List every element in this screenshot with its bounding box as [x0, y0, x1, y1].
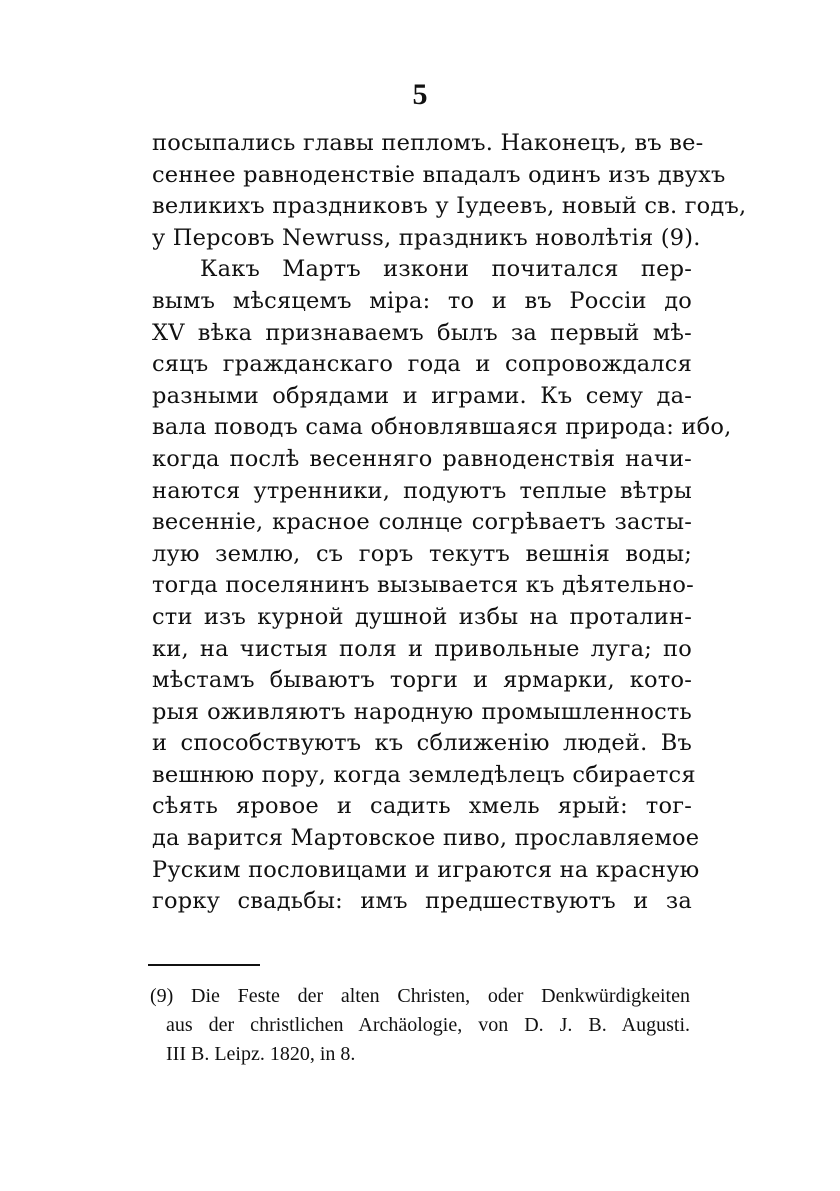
footnote [150, 982, 690, 1069]
footnote-line: aus der christlichen Archäologie, von D. J. B. Augusti. [166, 1014, 690, 1036]
body-text [152, 128, 747, 918]
text-line: у Персовъ Newruss, праздникъ новолѣтія (9). [152, 224, 701, 251]
text-line: горку свадьбы: имъ предшествуютъ и за [152, 888, 692, 915]
text-line: наются утренники, подуютъ теплые вѣтры [152, 477, 692, 504]
text-line: ки, на чистыя поля и привольные луга; по [152, 635, 692, 662]
footnote-divider [148, 964, 260, 966]
text-line: XV вѣка признаваемъ былъ за первый мѣ- [152, 319, 692, 346]
text-line: посыпались главы пепломъ. Наконецъ, въ ве- [152, 130, 704, 156]
text-line: когда послѣ весенняго равноденствія начи- [152, 445, 692, 472]
text-line: тогда поселянинъ вызывается къ дѣятельно- [152, 572, 694, 599]
text-line: и способствуютъ къ сближенію людей. Въ [152, 730, 692, 757]
text-line: весенніе, красное солнце согрѣваетъ засты- [152, 509, 692, 536]
page-number: 5 [412, 78, 428, 111]
text-line: сти изъ курной душной избы на проталин- [152, 603, 692, 630]
text-line: разными обрядами и играми. Къ сему да- [152, 382, 692, 409]
text-line: Руским пословицами и играются на красную [152, 856, 700, 883]
footnote-line: III B. Leipz. 1820, in 8. [166, 1043, 356, 1065]
text-line: сяцъ гражданскаго года и сопровождался [152, 351, 692, 378]
text-line: вала поводъ сама обновлявшаяся природа: ибо, [152, 414, 732, 441]
text-line: сѣять яровое и садить хмель ярый: тог- [152, 793, 692, 820]
text-line: лую землю, съ горъ текутъ вешнія воды; [152, 540, 692, 567]
text-line: великихъ праздниковъ у Іудеевъ, новый св. годъ, [152, 193, 747, 220]
text-line: да варится Мартовское пиво, прославляемое [152, 825, 700, 852]
text-line: мѣстамъ бываютъ торги и ярмарки, кото- [152, 667, 692, 694]
text-line: вешнюю пору, когда земледѣлецъ сбирается [152, 761, 696, 788]
text-line: вымъ мѣсяцемъ міра: то и въ Россіи до [152, 287, 692, 314]
text-line: Какъ Мартъ изкони почитался пер- [200, 256, 692, 283]
footnote-line: (9) Die Feste der alten Christen, oder Denkwürdigkeiten [150, 985, 690, 1007]
text-line: рыя оживляютъ народную промышленность [152, 698, 692, 725]
text-line: сеннее равноденствіе впадалъ одинъ изъ двухъ [152, 161, 726, 188]
